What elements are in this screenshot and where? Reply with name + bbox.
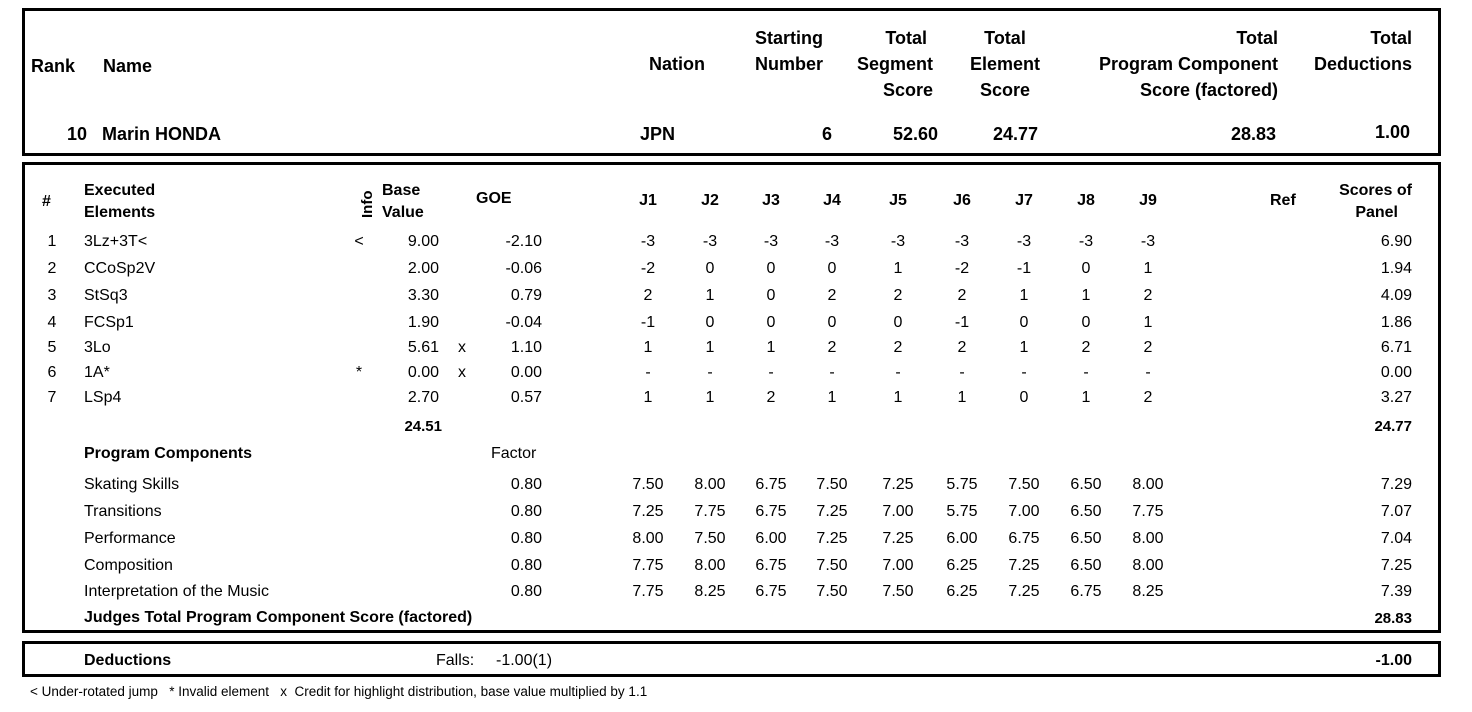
element-judge-score: 2	[827, 287, 837, 304]
element-judge-score: 2	[957, 287, 967, 304]
element-panel-score: 4.09	[1380, 287, 1412, 304]
element-judge-score: 2	[1143, 389, 1153, 406]
elements-base-total: 24.51	[404, 418, 442, 435]
component-judge-score: 6.75	[755, 583, 787, 600]
judge-header-2: J2	[701, 192, 719, 209]
element-info: *	[355, 364, 363, 381]
starting-number-label: Starting Number	[754, 28, 823, 74]
component-panel-score: 7.07	[1380, 503, 1412, 520]
element-base-value: 3.30	[407, 287, 439, 304]
element-judge-score: 1	[643, 389, 653, 406]
component-factor: 0.80	[510, 476, 542, 493]
component-judge-score: 7.50	[882, 583, 914, 600]
element-panel-score: 1.94	[1380, 260, 1412, 277]
element-judge-score: 0	[705, 314, 715, 331]
element-name: 3Lz+3T<	[84, 233, 148, 250]
name-label: Name	[103, 56, 153, 76]
component-judge-score: 5.75	[946, 503, 978, 520]
program-components-title: Program Components	[84, 445, 253, 462]
element-judge-score: 0	[1019, 389, 1029, 406]
component-judge-score: 6.75	[755, 557, 787, 574]
component-name: Transitions	[84, 503, 162, 520]
element-judge-score: 1	[705, 339, 715, 356]
component-judge-score: 7.25	[882, 476, 914, 493]
total-program-component-value: 28.83	[1230, 124, 1276, 144]
component-judge-score: 7.75	[694, 503, 726, 520]
component-judge-score: 7.25	[632, 503, 664, 520]
judge-header-5: J5	[889, 192, 907, 209]
element-judge-score: 2	[893, 287, 903, 304]
element-judge-score: 1	[893, 260, 903, 277]
col-goe-header: GOE	[476, 190, 512, 207]
legend-text: < Under-rotated jump * Invalid element x Credit for highlight distribution, base value multiplied by 1.1	[30, 684, 648, 699]
element-judge-score: 1	[1019, 287, 1029, 304]
component-judge-score: 6.75	[755, 476, 787, 493]
element-judge-score: 2	[893, 339, 903, 356]
nation-value: JPN	[640, 124, 676, 144]
element-judge-score: -1	[640, 314, 656, 331]
component-judge-score: 7.00	[1008, 503, 1040, 520]
element-panel-score: 1.86	[1380, 314, 1412, 331]
element-panel-score: 0.00	[1380, 364, 1412, 381]
element-goe: -0.06	[505, 260, 542, 277]
element-goe: 1.10	[510, 339, 542, 356]
element-goe: -0.04	[505, 314, 542, 331]
element-judge-score: 0	[1019, 314, 1029, 331]
element-number: 3	[47, 287, 57, 304]
component-judge-score: 7.50	[816, 583, 848, 600]
component-judge-score: 7.25	[816, 530, 848, 547]
element-judge-score: -	[768, 364, 774, 381]
element-name: StSq3	[84, 287, 128, 304]
component-name: Skating Skills	[84, 476, 180, 493]
element-goe: 0.00	[510, 364, 542, 381]
element-judge-score: -	[707, 364, 713, 381]
element-judge-score: 1	[827, 389, 837, 406]
falls-label: Falls:	[436, 652, 475, 669]
component-judge-score: 6.25	[946, 557, 978, 574]
element-base-value: 2.70	[407, 389, 439, 406]
total-segment-score-value: 52.60	[892, 124, 938, 144]
element-judge-score: 1	[643, 339, 653, 356]
element-judge-score: -	[895, 364, 901, 381]
element-name: FCSp1	[84, 314, 134, 331]
judge-header-6: J6	[953, 192, 971, 209]
component-panel-score: 7.39	[1380, 583, 1412, 600]
component-name: Composition	[84, 557, 173, 574]
element-base-value: 2.00	[407, 260, 439, 277]
components-total-value: 28.83	[1374, 610, 1412, 627]
component-judge-score: 7.75	[632, 583, 664, 600]
element-judge-score: 0	[1081, 314, 1091, 331]
element-judge-score: 2	[1081, 339, 1091, 356]
element-number: 1	[47, 233, 57, 250]
component-judge-score: 7.50	[694, 530, 726, 547]
component-judge-score: 8.00	[694, 557, 726, 574]
element-judge-score: 1	[893, 389, 903, 406]
col-base-value-header: Base Value	[382, 182, 424, 221]
component-judge-score: 7.25	[816, 503, 848, 520]
skater-name: Marin HONDA	[102, 124, 222, 144]
element-number: 4	[47, 314, 57, 331]
element-judge-score: 1	[766, 339, 776, 356]
element-name: LSp4	[84, 389, 122, 406]
element-judge-score: -3	[1016, 233, 1032, 250]
element-judge-score: 1	[1143, 314, 1153, 331]
element-judge-score: 1	[1143, 260, 1153, 277]
element-judge-score: 0	[766, 287, 776, 304]
element-name: 3Lo	[84, 339, 111, 356]
component-judge-score: 6.75	[1008, 530, 1040, 547]
element-judge-score: 0	[1081, 260, 1091, 277]
component-panel-score: 7.25	[1380, 557, 1412, 574]
element-judge-score: 0	[766, 260, 776, 277]
component-judge-score: 6.50	[1070, 476, 1102, 493]
total-segment-score-label: Total Segment Score	[856, 28, 933, 100]
element-name: 1A*	[84, 364, 110, 381]
elements-panel-total: 24.77	[1374, 418, 1412, 435]
judge-header-3: J3	[762, 192, 780, 209]
element-judge-score: -1	[1016, 260, 1032, 277]
element-base-value: 9.00	[407, 233, 439, 250]
component-judge-score: 8.25	[1132, 583, 1164, 600]
rank-label: Rank	[31, 56, 76, 76]
total-element-score-value: 24.77	[992, 124, 1038, 144]
col-num-header: #	[42, 193, 51, 210]
element-judge-score: 1	[1019, 339, 1029, 356]
deductions-label: Deductions	[84, 652, 172, 669]
judge-header-8: J8	[1077, 192, 1095, 209]
element-judge-score: -	[1145, 364, 1151, 381]
element-bonus-mark: x	[458, 339, 466, 356]
element-judge-score: -	[1083, 364, 1089, 381]
element-judge-score: 1	[957, 389, 967, 406]
element-judge-score: -3	[640, 233, 656, 250]
element-judge-score: 1	[1081, 389, 1091, 406]
element-judge-score: -3	[702, 233, 718, 250]
element-name: CCoSp2V	[84, 260, 156, 277]
element-judge-score: -3	[890, 233, 906, 250]
element-judge-score: 2	[1143, 287, 1153, 304]
element-info: <	[354, 233, 364, 250]
element-judge-score: 0	[766, 314, 776, 331]
element-judge-score: 2	[643, 287, 653, 304]
element-judge-score: 1	[705, 287, 715, 304]
element-judge-score: -3	[824, 233, 840, 250]
element-judge-score: -	[829, 364, 835, 381]
total-element-score-label: Total Element Score	[969, 28, 1041, 100]
col-ref-header: Ref	[1270, 192, 1296, 209]
element-number: 7	[47, 389, 57, 406]
nation-label: Nation	[649, 54, 705, 74]
element-judge-score: 2	[766, 389, 776, 406]
element-judge-score: -	[959, 364, 965, 381]
element-judge-score: 0	[893, 314, 903, 331]
component-judge-score: 7.50	[816, 476, 848, 493]
component-judge-score: 7.75	[632, 557, 664, 574]
element-goe: -2.10	[505, 233, 542, 250]
element-judge-score: -3	[1078, 233, 1094, 250]
component-judge-score: 7.00	[882, 503, 914, 520]
judge-header-7: J7	[1015, 192, 1033, 209]
total-program-component-label: Total Program Component Score (factored)	[1098, 28, 1278, 100]
element-judge-score: 2	[827, 339, 837, 356]
component-judge-score: 7.00	[882, 557, 914, 574]
judge-header-1: J1	[639, 192, 657, 209]
element-judge-score: -2	[640, 260, 656, 277]
component-panel-score: 7.04	[1380, 530, 1412, 547]
element-base-value: 5.61	[407, 339, 439, 356]
component-name: Interpretation of the Music	[84, 583, 269, 600]
component-judge-score: 8.00	[694, 476, 726, 493]
component-judge-score: 6.50	[1070, 557, 1102, 574]
element-judge-score: -	[645, 364, 651, 381]
component-name: Performance	[84, 530, 176, 547]
component-judge-score: 6.00	[755, 530, 787, 547]
component-judge-score: 6.25	[946, 583, 978, 600]
element-judge-score: -	[1021, 364, 1027, 381]
component-judge-score: 7.25	[882, 530, 914, 547]
element-judge-score: -3	[763, 233, 779, 250]
element-judge-score: -3	[1140, 233, 1156, 250]
element-number: 5	[47, 339, 57, 356]
component-judge-score: 8.25	[694, 583, 726, 600]
element-panel-score: 6.71	[1380, 339, 1412, 356]
starting-number-value: 6	[821, 124, 832, 144]
falls-value: -1.00(1)	[496, 652, 553, 669]
element-judge-score: 2	[957, 339, 967, 356]
element-panel-score: 3.27	[1380, 389, 1412, 406]
component-judge-score: 8.00	[632, 530, 664, 547]
component-judge-score: 8.00	[1132, 476, 1164, 493]
component-judge-score: 7.50	[632, 476, 664, 493]
component-judge-score: 6.75	[1070, 583, 1102, 600]
total-deductions-value: 1.00	[1374, 122, 1410, 142]
total-deductions-label: Total Deductions	[1313, 28, 1412, 74]
col-executed-elements-header: Executed Elements	[84, 182, 156, 221]
deductions-total: -1.00	[1375, 652, 1412, 669]
element-panel-score: 6.90	[1380, 233, 1412, 250]
component-judge-score: 6.50	[1070, 530, 1102, 547]
component-judge-score: 6.00	[946, 530, 978, 547]
element-number: 6	[47, 364, 57, 381]
element-judge-score: -1	[954, 314, 970, 331]
deductions-box	[22, 641, 1441, 677]
component-judge-score: 8.00	[1132, 530, 1164, 547]
component-factor: 0.80	[510, 530, 542, 547]
judge-header-4: J4	[823, 192, 841, 209]
component-judge-score: 7.50	[816, 557, 848, 574]
component-judge-score: 7.75	[1132, 503, 1164, 520]
component-judge-score: 7.25	[1008, 557, 1040, 574]
components-total-label: Judges Total Program Component Score (factored)	[84, 609, 473, 626]
element-judge-score: 2	[1143, 339, 1153, 356]
element-goe: 0.57	[510, 389, 542, 406]
element-base-value: 0.00	[407, 364, 439, 381]
element-bonus-mark: x	[458, 364, 466, 381]
component-judge-score: 6.75	[755, 503, 787, 520]
element-number: 2	[47, 260, 57, 277]
component-judge-score: 8.00	[1132, 557, 1164, 574]
component-factor: 0.80	[510, 583, 542, 600]
component-judge-score: 7.25	[1008, 583, 1040, 600]
factor-header: Factor	[491, 445, 537, 462]
element-base-value: 1.90	[407, 314, 439, 331]
judge-header-9: J9	[1139, 192, 1157, 209]
col-panel-header: Scores of Panel	[1339, 182, 1412, 221]
element-judge-score: 1	[705, 389, 715, 406]
rank-value: 10	[66, 124, 87, 144]
element-judge-score: 1	[1081, 287, 1091, 304]
component-judge-score: 5.75	[946, 476, 978, 493]
element-judge-score: 0	[827, 314, 837, 331]
element-judge-score: 0	[705, 260, 715, 277]
component-factor: 0.80	[510, 557, 542, 574]
element-judge-score: -2	[954, 260, 970, 277]
component-judge-score: 7.50	[1008, 476, 1040, 493]
element-goe: 0.79	[510, 287, 542, 304]
component-factor: 0.80	[510, 503, 542, 520]
component-panel-score: 7.29	[1380, 476, 1412, 493]
component-judge-score: 6.50	[1070, 503, 1102, 520]
element-judge-score: 0	[827, 260, 837, 277]
col-info-header: Info	[359, 190, 376, 218]
element-judge-score: -3	[954, 233, 970, 250]
